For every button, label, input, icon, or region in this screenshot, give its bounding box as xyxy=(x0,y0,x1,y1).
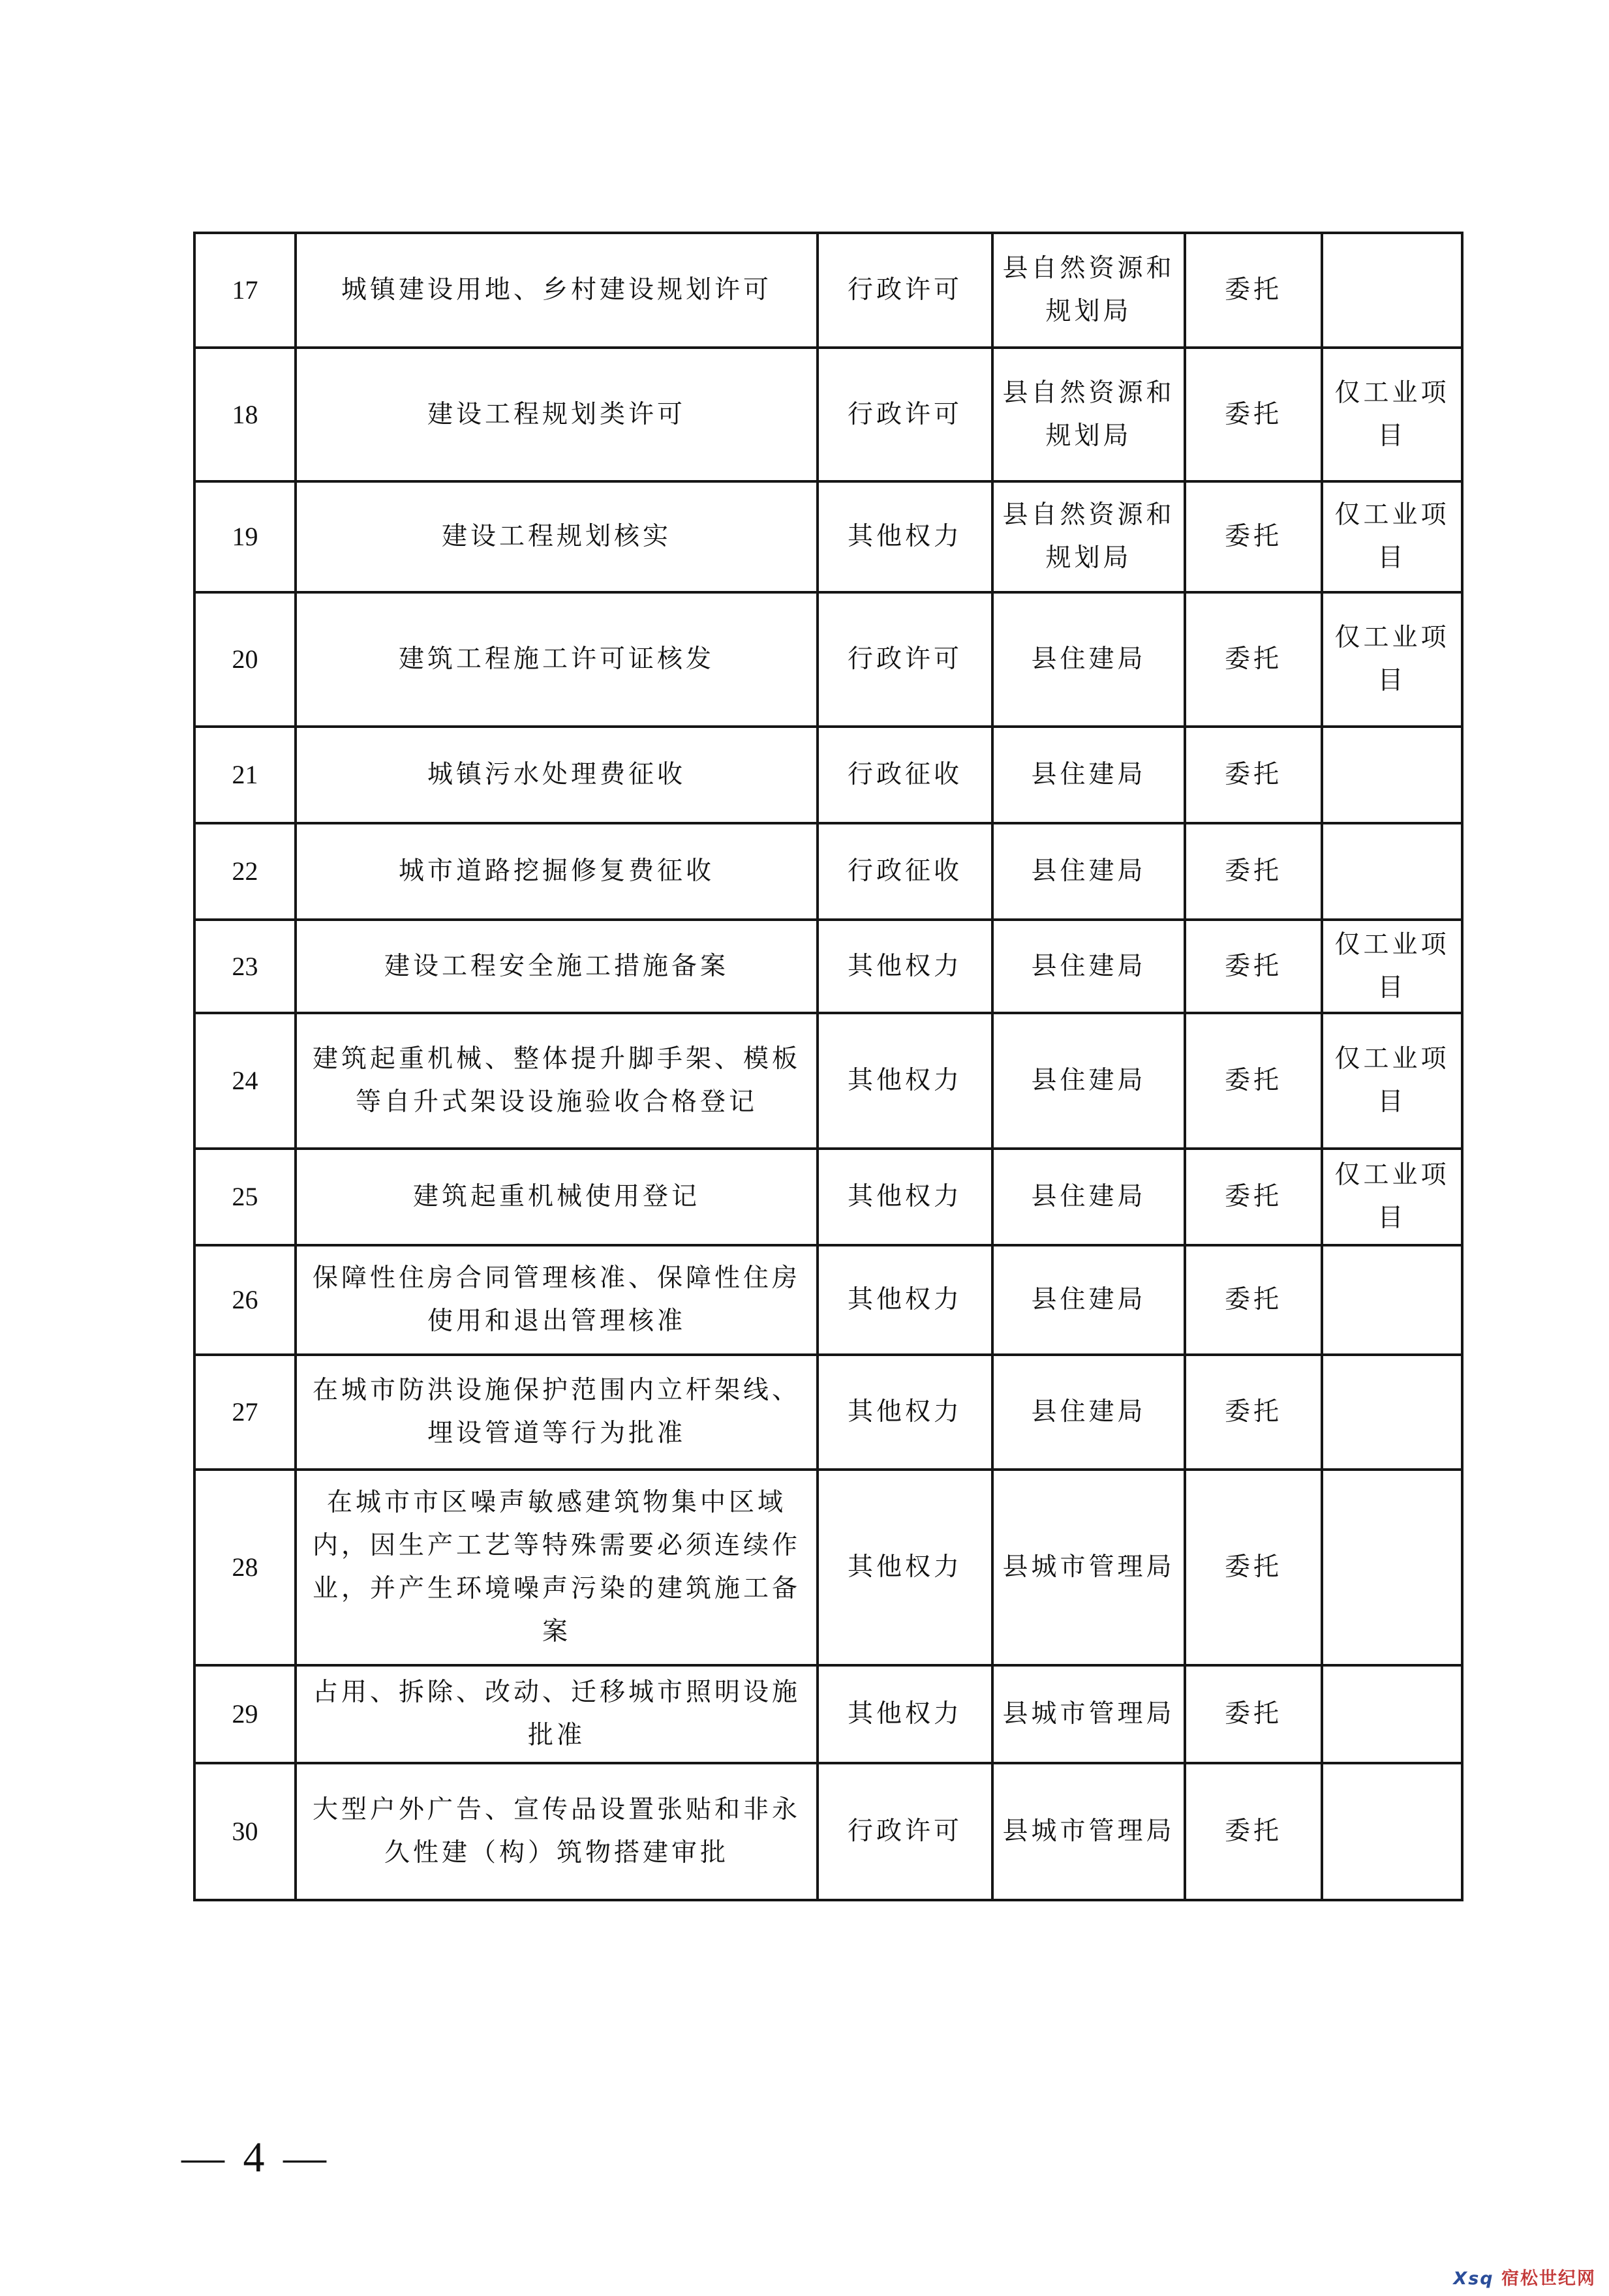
cell-delegation-mode: 委托 xyxy=(1185,1665,1322,1763)
cell-item-name: 城市道路挖掘修复费征收 xyxy=(296,823,818,920)
cell-remark xyxy=(1322,233,1462,348)
cell-power-type: 其他权力 xyxy=(818,1013,992,1149)
table-row xyxy=(194,920,1462,1013)
cell-item-name: 建筑工程施工许可证核发 xyxy=(296,592,818,727)
table-row xyxy=(194,1013,1462,1149)
cell-number: 29 xyxy=(194,1665,296,1763)
table-row xyxy=(194,348,1462,481)
page-number: — 4 — xyxy=(181,2134,330,2181)
cell-remark: 仅工业项目 xyxy=(1322,1013,1462,1149)
table-row xyxy=(194,481,1462,592)
cell-item-name: 在城市防洪设施保护范围内立杆架线、埋设管道等行为批准 xyxy=(296,1355,818,1470)
cell-number: 28 xyxy=(194,1470,296,1665)
cell-department: 县城市管理局 xyxy=(992,1763,1185,1900)
cell-department: 县住建局 xyxy=(992,727,1185,823)
cell-department: 县自然资源和规划局 xyxy=(992,348,1185,481)
table-row xyxy=(194,592,1462,727)
cell-item-name: 建筑起重机械使用登记 xyxy=(296,1149,818,1245)
cell-delegation-mode: 委托 xyxy=(1185,1149,1322,1245)
site-watermark xyxy=(1453,2264,1596,2289)
cell-department: 县城市管理局 xyxy=(992,1665,1185,1763)
cell-remark: 仅工业项目 xyxy=(1322,592,1462,727)
cell-department: 县自然资源和规划局 xyxy=(992,233,1185,348)
cell-delegation-mode: 委托 xyxy=(1185,1013,1322,1149)
cell-number: 20 xyxy=(194,592,296,727)
table-row xyxy=(194,1245,1462,1355)
cell-number: 24 xyxy=(194,1013,296,1149)
table-row xyxy=(194,823,1462,920)
cell-remark: 仅工业项目 xyxy=(1322,920,1462,1013)
table-body xyxy=(194,233,1462,1900)
cell-remark xyxy=(1322,1470,1462,1665)
cell-item-name: 建设工程规划核实 xyxy=(296,481,818,592)
cell-department: 县住建局 xyxy=(992,592,1185,727)
cell-item-name: 建设工程安全施工措施备案 xyxy=(296,920,818,1013)
cell-power-type: 行政征收 xyxy=(818,823,992,920)
cell-delegation-mode: 委托 xyxy=(1185,348,1322,481)
cell-item-name: 在城市市区噪声敏感建筑物集中区域内，因生产工艺等特殊需要必须连续作业，并产生环境噪声污染的建筑施工备案 xyxy=(296,1470,818,1665)
cell-power-type: 其他权力 xyxy=(818,1245,992,1355)
cell-department: 县住建局 xyxy=(992,1013,1185,1149)
cell-number: 18 xyxy=(194,348,296,481)
cell-remark xyxy=(1322,1665,1462,1763)
cell-item-name: 大型户外广告、宣传品设置张贴和非永久性建（构）筑物搭建审批 xyxy=(296,1763,818,1900)
cell-number: 21 xyxy=(194,727,296,823)
cell-delegation-mode: 委托 xyxy=(1185,920,1322,1013)
table-row xyxy=(194,233,1462,348)
cell-delegation-mode: 委托 xyxy=(1185,1763,1322,1900)
cell-department: 县住建局 xyxy=(992,1149,1185,1245)
table-row xyxy=(194,727,1462,823)
cell-power-type: 行政许可 xyxy=(818,233,992,348)
cell-number: 17 xyxy=(194,233,296,348)
cell-delegation-mode: 委托 xyxy=(1185,481,1322,592)
cell-number: 25 xyxy=(194,1149,296,1245)
cell-remark xyxy=(1322,1245,1462,1355)
cell-number: 30 xyxy=(194,1763,296,1900)
cell-item-name: 建设工程规划类许可 xyxy=(296,348,818,481)
cell-delegation-mode: 委托 xyxy=(1185,727,1322,823)
cell-item-name: 城镇污水处理费征收 xyxy=(296,727,818,823)
cell-number: 27 xyxy=(194,1355,296,1470)
cell-number: 26 xyxy=(194,1245,296,1355)
cell-delegation-mode: 委托 xyxy=(1185,1355,1322,1470)
cell-department: 县住建局 xyxy=(992,920,1185,1013)
cell-power-type: 其他权力 xyxy=(818,1665,992,1763)
table-row xyxy=(194,1763,1462,1900)
table-row xyxy=(194,1665,1462,1763)
cell-department: 县住建局 xyxy=(992,1245,1185,1355)
watermark-logo: Xsq xyxy=(1453,2269,1494,2289)
table-row xyxy=(194,1355,1462,1470)
cell-power-type: 其他权力 xyxy=(818,1470,992,1665)
cell-power-type: 其他权力 xyxy=(818,1355,992,1470)
cell-remark xyxy=(1322,823,1462,920)
cell-remark xyxy=(1322,1763,1462,1900)
cell-department: 县城市管理局 xyxy=(992,1470,1185,1665)
cell-item-name: 城镇建设用地、乡村建设规划许可 xyxy=(296,233,818,348)
cell-remark xyxy=(1322,727,1462,823)
cell-power-type: 其他权力 xyxy=(818,920,992,1013)
cell-delegation-mode: 委托 xyxy=(1185,823,1322,920)
cell-number: 23 xyxy=(194,920,296,1013)
cell-item-name: 建筑起重机械、整体提升脚手架、模板等自升式架设设施验收合格登记 xyxy=(296,1013,818,1149)
cell-item-name: 占用、拆除、改动、迁移城市照明设施批准 xyxy=(296,1665,818,1763)
cell-item-name: 保障性住房合同管理核准、保障性住房使用和退出管理核准 xyxy=(296,1245,818,1355)
cell-power-type: 行政许可 xyxy=(818,1763,992,1900)
table-row xyxy=(194,1470,1462,1665)
cell-power-type: 行政许可 xyxy=(818,592,992,727)
cell-number: 22 xyxy=(194,823,296,920)
cell-delegation-mode: 委托 xyxy=(1185,233,1322,348)
cell-power-type: 其他权力 xyxy=(818,1149,992,1245)
watermark-site-name: 宿松世纪网 xyxy=(1501,2269,1596,2289)
cell-department: 县自然资源和规划局 xyxy=(992,481,1185,592)
cell-power-type: 行政征收 xyxy=(818,727,992,823)
table-row xyxy=(194,1149,1462,1245)
cell-department: 县住建局 xyxy=(992,823,1185,920)
cell-remark: 仅工业项目 xyxy=(1322,481,1462,592)
cell-power-type: 其他权力 xyxy=(818,481,992,592)
cell-number: 19 xyxy=(194,481,296,592)
cell-delegation-mode: 委托 xyxy=(1185,1470,1322,1665)
cell-remark xyxy=(1322,1355,1462,1470)
cell-remark: 仅工业项目 xyxy=(1322,348,1462,481)
cell-department: 县住建局 xyxy=(992,1355,1185,1470)
cell-remark: 仅工业项目 xyxy=(1322,1149,1462,1245)
power-list-table xyxy=(193,232,1463,1901)
cell-delegation-mode: 委托 xyxy=(1185,1245,1322,1355)
cell-delegation-mode: 委托 xyxy=(1185,592,1322,727)
cell-power-type: 行政许可 xyxy=(818,348,992,481)
